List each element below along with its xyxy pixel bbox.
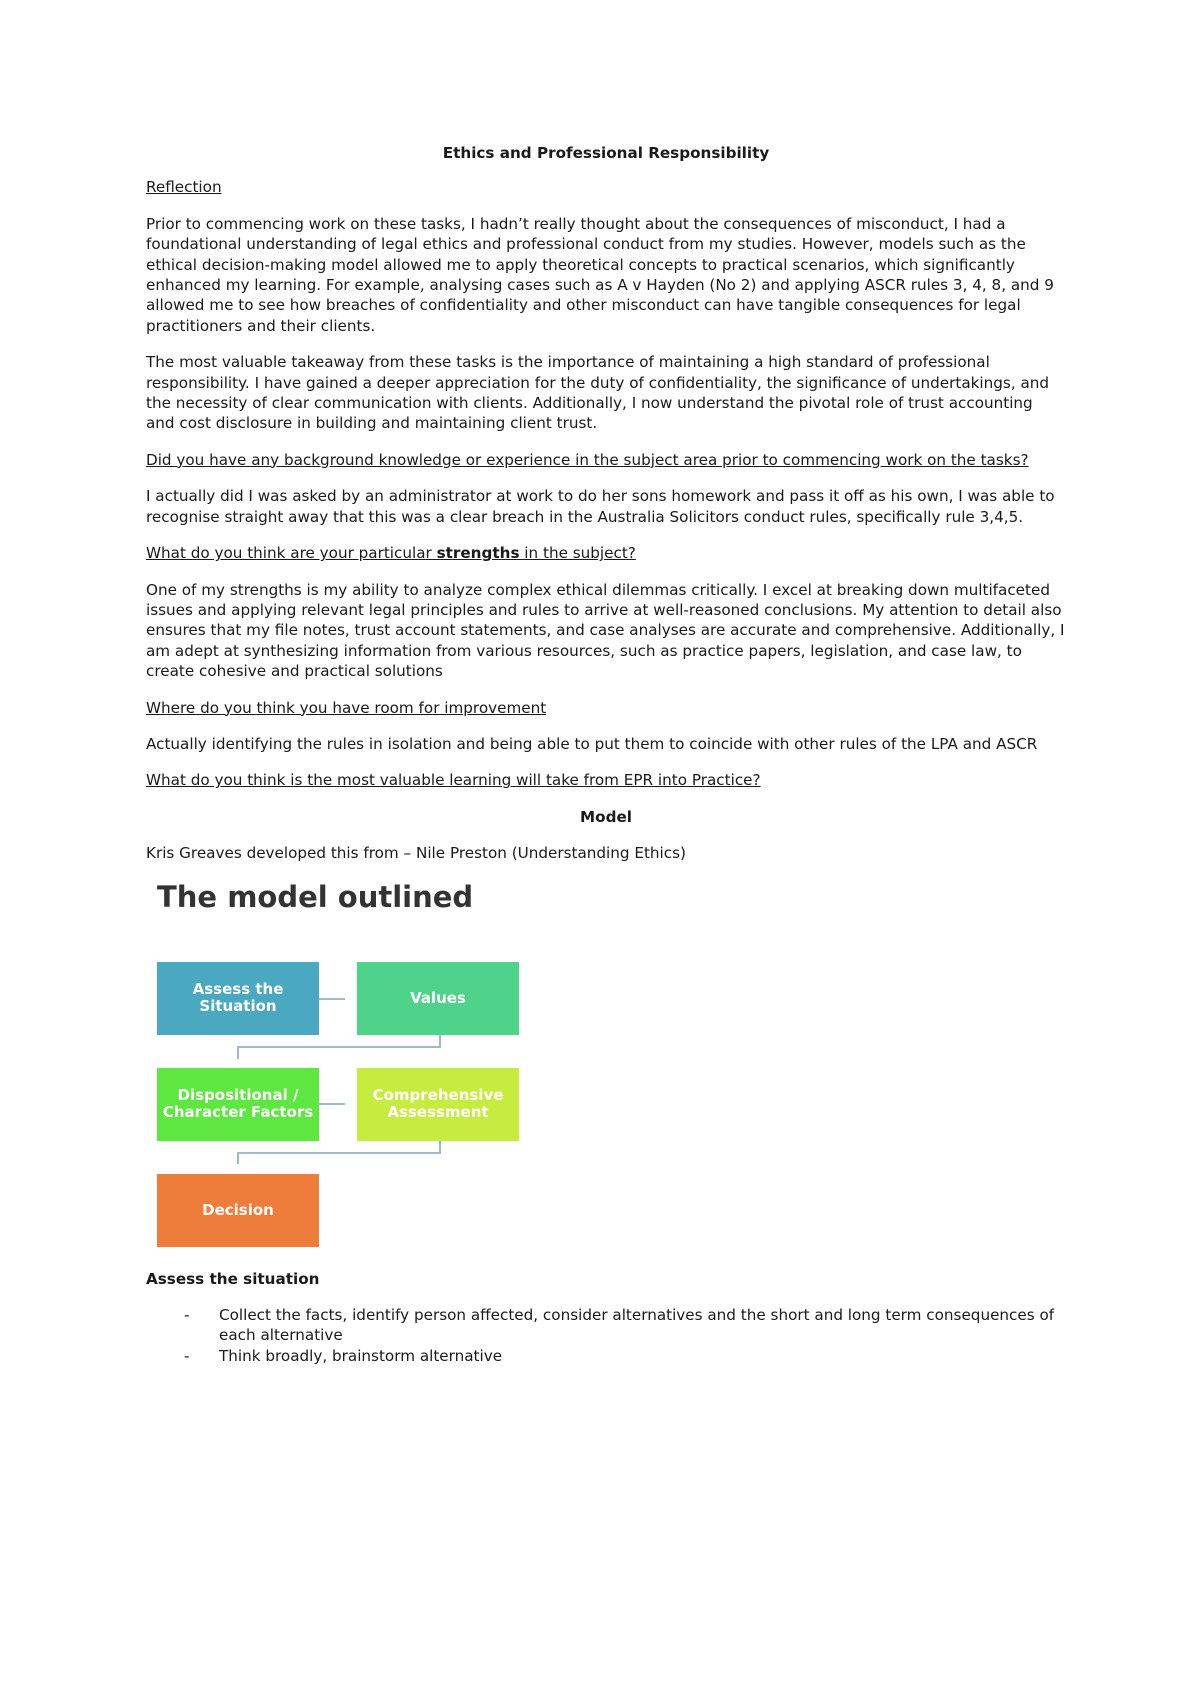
answer-background: I actually did I was asked by an administrator at work to do her sons homework and pass it off as his own, I was able to recognise straight away that this was a clear breach in the Australia Solicitors conduct rules, specifically rule 3,4,5. xyxy=(146,487,1055,526)
list-item xyxy=(146,1346,1066,1366)
box-decision xyxy=(157,1174,319,1247)
connector-dispositional-comprehensive xyxy=(319,1103,345,1105)
assess-situation-heading: Assess the situation xyxy=(146,1269,320,1288)
list-item-text: Collect the facts, identify person affected, consider alternatives and the short and long term consequences of each alternative xyxy=(219,1305,1055,1345)
box-assess-situation-label: Assess the Situation xyxy=(192,980,284,1016)
box-assess-situation xyxy=(157,962,319,1035)
question-strengths xyxy=(146,543,1066,563)
connector-row2-drop xyxy=(237,1152,239,1164)
list-item xyxy=(146,1305,1066,1346)
box-decision-label: Decision xyxy=(202,1200,274,1219)
bullet-dash: - xyxy=(184,1346,190,1365)
paragraph-2: The most valuable takeaway from these tasks is the importance of maintaining a high standard of professional responsibility. I have gained a deeper appreciation for the duty of confidentiality, the significance of undertakings, and the necessity of clear communication with clients. Additionally, I now understand the pivotal role of trust accounting and cost disclosure in building and maintaining client trust. xyxy=(146,353,1050,433)
answer-strengths: One of my strengths is my ability to analyze complex ethical dilemmas critically. I excel at breaking down multifaceted issues and applying relevant legal principles and rules to arrive at well-reasoned conclusions. My attention to detail also ensures that my file notes, trust account statements, and case analyses are accurate and comprehensive. Additionally, I am adept at synthesizing information from various resources, such as practice papers, legislation, and case law, to create cohesive and practical solutions xyxy=(146,580,1065,681)
list-item-text: Think broadly, brainstorm alternative xyxy=(219,1346,503,1365)
document-title: Ethics and Professional Responsibility xyxy=(442,144,770,162)
connector-row1-across xyxy=(237,1046,441,1048)
connector-row2-across xyxy=(237,1152,441,1154)
answer-improvement: Actually identifying the rules in isolation and being able to put them to coincide with other rules of the LPA and ASCR xyxy=(146,734,1038,753)
question-strengths-pre: What do you think are your particular xyxy=(146,544,437,563)
model-diagram xyxy=(146,880,516,1255)
document-body xyxy=(146,143,1066,1366)
paragraph-1: Prior to commencing work on these tasks, I hadn’t really thought about the consequences of misconduct, I had a foundational understanding of legal ethics and professional conduct from my studies. However, models such as the ethical decision-making model allowed me to apply theoretical concepts to practical scenarios, which significantly enhanced my learning. For example, analysing cases such as A v Hayden (No 2) and applying ASCR rules 3, 4, 8, and 9 allowed me to see how breaches of confidentiality and other misconduct can have tangible consequences for legal practitioners and their clients. xyxy=(146,214,1054,335)
box-comprehensive-label: Comprehensive Assessment xyxy=(372,1086,504,1122)
question-background: Did you have any background knowledge or experience in the subject area prior to commencing work on the tasks? xyxy=(146,450,1029,469)
question-valuable-learning: What do you think is the most valuable learning will take from EPR into Practice? xyxy=(146,771,761,790)
assess-situation-list xyxy=(146,1305,1066,1366)
question-improvement: Where do you think you have room for improvement xyxy=(146,698,547,717)
box-dispositional-label: Dispositional / Character Factors xyxy=(162,1086,314,1122)
model-heading: Model xyxy=(580,807,632,826)
bullet-dash: - xyxy=(184,1305,190,1324)
box-dispositional-character-factors xyxy=(157,1068,319,1141)
box-values xyxy=(357,962,519,1035)
connector-assess-values xyxy=(319,998,345,1000)
connector-row1-drop xyxy=(237,1046,239,1059)
question-strengths-bold: strengths xyxy=(436,544,520,563)
model-attribution: Kris Greaves developed this from – Nile Preston (Understanding Ethics) xyxy=(146,844,686,863)
reflection-heading: Reflection xyxy=(146,178,222,197)
diagram-title: The model outlined xyxy=(157,879,474,914)
question-strengths-post: in the subject? xyxy=(519,544,636,563)
box-comprehensive-assessment xyxy=(357,1068,519,1141)
box-values-label: Values xyxy=(410,988,466,1007)
